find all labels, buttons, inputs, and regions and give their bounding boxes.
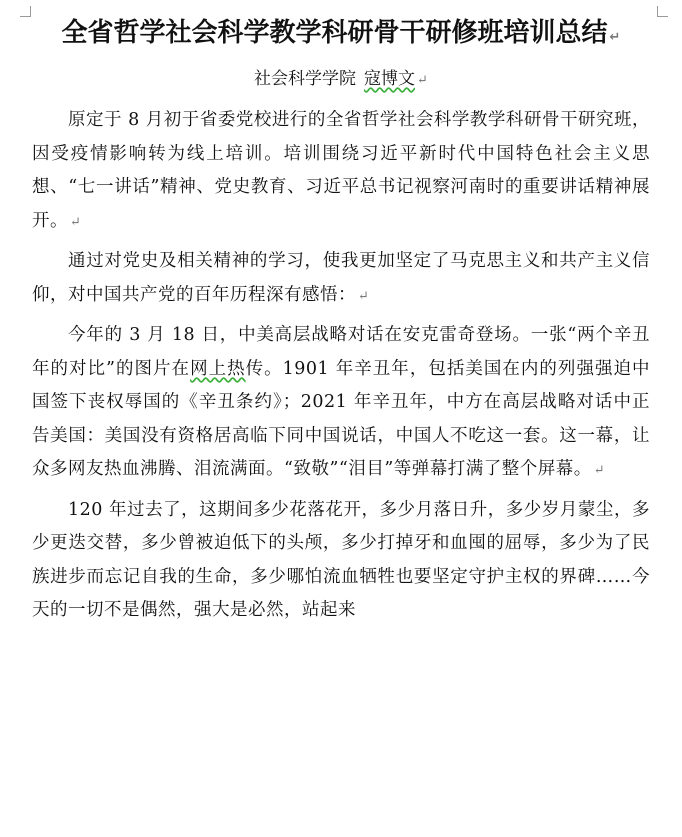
author-name: 寇博文 [364, 69, 416, 89]
paragraph-text: 传。1901 年辛丑年，包括美国在内的列强强迫中国签下丧权辱国的《辛丑条约》；2021 年辛丑年，中方在高层战略对话中正告美国：美国没有资格居高临下同中国说话，中国人不吃这一套。这一幕，让众多网友热血沸腾、泪流满面。“致敬”“泪目”等弹幕打满了整个屏幕。 [32, 358, 650, 479]
paragraph [32, 245, 650, 313]
paragraph [32, 494, 650, 628]
paragraph-text: 今年的 3 月 18 日，中美高层战略对话在安克雷奇登场。一张“两个辛丑年的对比”的图片在 [32, 325, 650, 379]
paragraph-text: 120 年过去了，这期间多少花落花开，多少月落日升，多少岁月蒙尘，多少更迭交替，多少曾被迫低下的头颅，多少打掉牙和血囤的屈辱，多少为了民族进步而忘记自我的生命，多少哪怕流血牺牲也要坚定守护主权的界碑……今天的一切不是偶然，强大是必然，站起来 [32, 499, 650, 620]
paragraph-mark-icon: ↵ [609, 30, 621, 45]
document-title [0, 12, 682, 49]
paragraph-mark-icon: ↵ [593, 463, 606, 478]
paragraph-mark-icon: ↵ [70, 214, 82, 230]
document-body [32, 104, 650, 628]
spellcheck-underlined-text: 网上热 [190, 358, 246, 379]
paragraph [32, 319, 650, 488]
paragraph [32, 104, 650, 239]
paragraph-mark-icon: ↵ [358, 288, 370, 304]
author-line [0, 64, 682, 89]
paragraph-text: 原定于 8 月初于省委党校进行的全省哲学社会科学教学科研骨干研究班，因受疫情影响转为线上培训。培训围绕习近平新时代中国特色社会主义思想、“七一讲话”精神、党史教育、习近平总书记视察河南时的重要讲话精神展开。 [32, 110, 650, 231]
paragraph-text: 通过对党史及相关精神的学习，使我更加坚定了马克思主义和共产主义信仰，对中国共产党的百年历程深有感悟： [32, 251, 650, 305]
author-department: 社会科学学院 [254, 69, 357, 89]
paragraph-mark-icon: ↵ [417, 73, 428, 88]
title-text: 全省哲学社会科学教学科研骨干研修班培训总结 [61, 18, 608, 48]
